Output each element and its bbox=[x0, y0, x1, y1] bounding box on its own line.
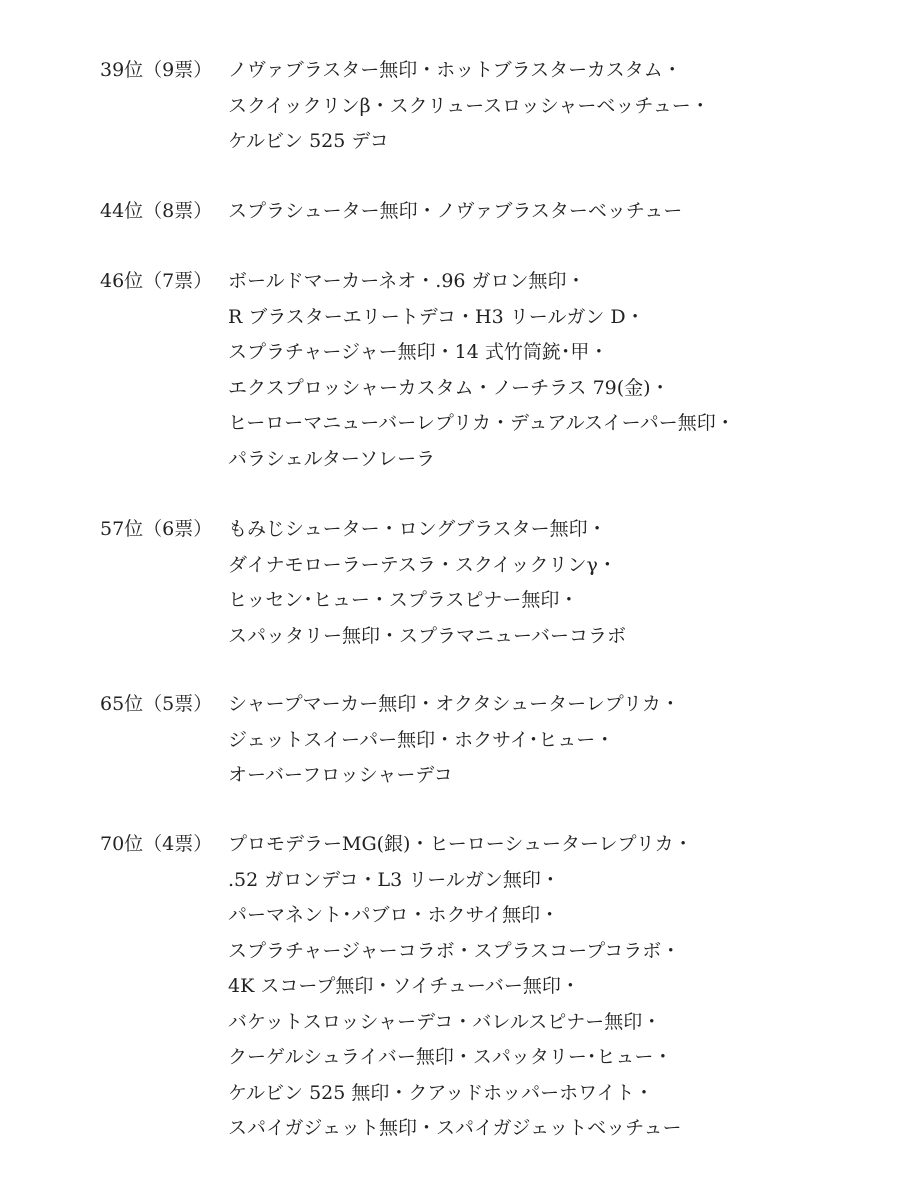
rank-label: 39位（9票） bbox=[100, 59, 213, 81]
weapon-line: ヒーローマニューバーレプリカ・デュアルスイーパー無印・ bbox=[228, 412, 735, 434]
weapon-list bbox=[228, 264, 888, 477]
weapon-list bbox=[228, 827, 888, 1147]
weapon-line: ノヴァブラスター無印・ホットブラスターカスタム・ bbox=[228, 59, 682, 81]
weapon-line: パラシェルターソレーラ bbox=[228, 447, 436, 470]
weapon-list bbox=[228, 687, 888, 794]
weapon-line: シャープマーカー無印・オクタシューターレプリカ・ bbox=[228, 693, 680, 715]
weapon-line: ジェットスイーパー無印・ホクサイ･ヒュー・ bbox=[228, 728, 615, 751]
weapon-line: R ブラスターエリートデコ・H3 リールガン D・ bbox=[228, 305, 645, 328]
weapon-line: プロモデラーMG(銀)・ヒーローシューターレプリカ・ bbox=[228, 833, 693, 855]
weapon-line: ダイナモローラーテスラ・スクイックリンγ・ bbox=[228, 553, 617, 576]
weapon-list bbox=[228, 194, 888, 230]
weapon-line: スプラチャージャーコラボ・スプラスコープコラボ・ bbox=[228, 939, 681, 962]
weapon-list bbox=[228, 53, 888, 160]
weapon-line: ボールドマーカーネオ・.96 ガロン無印・ bbox=[228, 270, 586, 292]
weapon-line: クーゲルシュライバー無印・スパッタリー･ヒュー・ bbox=[228, 1046, 673, 1068]
rank-label: 70位（4票） bbox=[100, 833, 213, 855]
weapon-line: ケルビン 525 無印・クアッドホッパーホワイト・ bbox=[228, 1081, 654, 1104]
weapon-line: バケットスロッシャーデコ・バレルスピナー無印・ bbox=[228, 1010, 662, 1033]
weapon-line: エクスプロッシャーカスタム・ノーチラス 79(金)・ bbox=[228, 376, 670, 399]
weapon-line: スパッタリー無印・スプラマニューバーコラボ bbox=[228, 624, 627, 647]
weapon-line: スパイガジェット無印・スパイガジェットベッチュー bbox=[228, 1117, 682, 1139]
weapon-line: スプラシューター無印・ノヴァブラスターベッチュー bbox=[228, 200, 683, 222]
weapon-line: .52 ガロンデコ・L3 リールガン無印・ bbox=[228, 868, 560, 891]
rank-label: 65位（5票） bbox=[100, 693, 213, 715]
weapon-line: スクイックリンβ・スクリュースロッシャーベッチュー・ bbox=[228, 94, 710, 117]
weapon-line: スプラチャージャー無印・14 式竹筒銃･甲・ bbox=[228, 341, 609, 363]
weapon-line: オーバーフロッシャーデコ bbox=[228, 764, 453, 786]
weapon-line: ケルビン 525 デコ bbox=[228, 130, 389, 152]
rank-label: 44位（8票） bbox=[100, 200, 213, 222]
weapon-list bbox=[228, 512, 888, 654]
weapon-line: パーマネント･パブロ・ホクサイ無印・ bbox=[228, 904, 560, 926]
rank-label: 57位（6票） bbox=[100, 518, 213, 540]
weapon-line: ヒッセン･ヒュー・スプラスピナー無印・ bbox=[228, 589, 579, 611]
weapon-line: 4K スコープ無印・ソイチューバー無印・ bbox=[228, 975, 580, 997]
weapon-line: もみじシューター・ロングブラスター無印・ bbox=[228, 518, 607, 540]
rank-label: 46位（7票） bbox=[100, 270, 213, 292]
